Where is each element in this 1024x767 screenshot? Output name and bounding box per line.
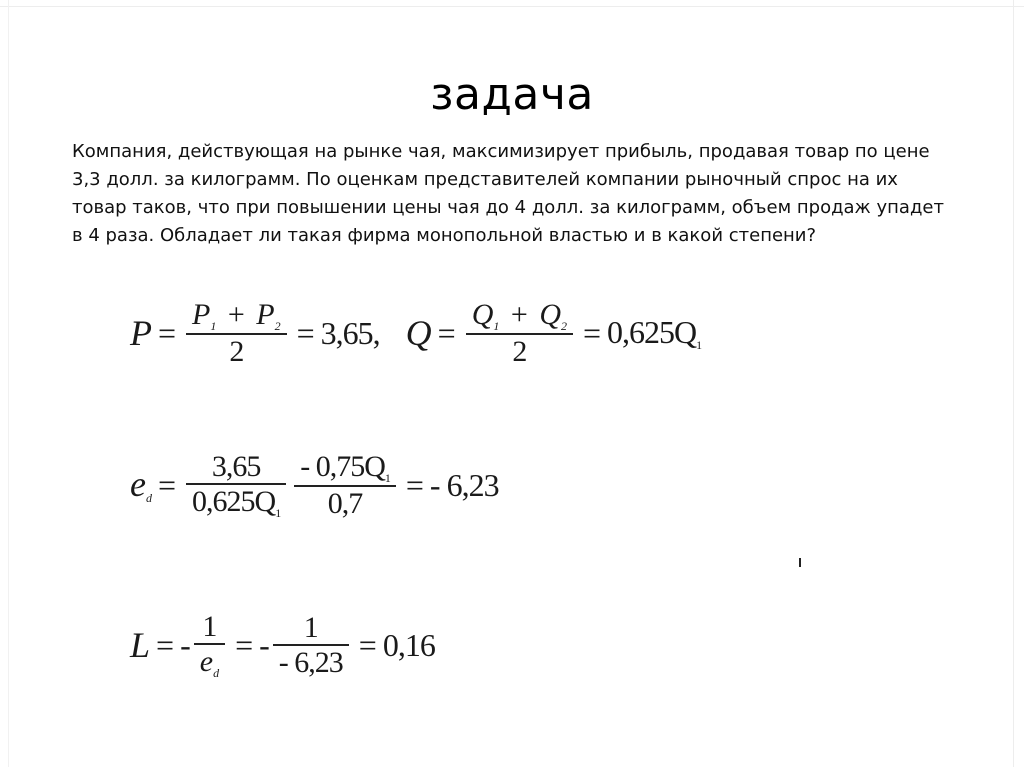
problem-statement: Компания, действующая на рынке чая, максимизирует прибыль, продавая товар по цене 3,3 долл. за килограмм. По оценкам представителей компании рыночный спрос на их товар таков, что при повышении цены чая до 4 долл. за килограмм, объем продаж упадет в 4 раза. Обладает ли такая фирма монопольной властью и в какой степени?	[72, 141, 944, 246]
quantity-symbol: Q	[405, 313, 432, 354]
equals-sign: =	[296, 315, 315, 352]
lerner-fraction-1	[194, 610, 225, 680]
elasticity-f2-denominator: 0,7	[327, 487, 363, 521]
slide-title: задача	[430, 69, 594, 120]
elasticity-result: - 6,23	[429, 467, 499, 504]
lerner-symbol: L	[130, 625, 151, 666]
stray-mark-icon	[796, 558, 804, 568]
equation-elasticity	[130, 450, 499, 520]
equation-price-quantity	[130, 298, 701, 368]
frame-line-top	[0, 6, 1024, 7]
formula-area	[130, 280, 810, 720]
equals-sign: =	[157, 467, 177, 504]
elasticity-fraction-1	[186, 450, 286, 520]
price-result: 3,65,	[320, 315, 380, 352]
elasticity-f2-numerator: - $0,75Q_1$	[300, 450, 390, 485]
elasticity-symbol: $e_d$	[130, 464, 152, 506]
quantity-numerator: $Q_1 + Q_2$	[471, 298, 567, 333]
price-fraction	[186, 298, 287, 368]
equals-sign: =	[358, 627, 377, 664]
minus-sign: -	[259, 627, 269, 664]
elasticity-f1-numerator: 3,65	[211, 450, 261, 483]
equals-sign: =	[156, 627, 175, 664]
lerner-f1-numerator: 1	[202, 610, 217, 643]
equals-sign: =	[235, 627, 254, 664]
quantity-denominator: 2	[512, 335, 527, 369]
equation-lerner-index	[130, 610, 435, 680]
equals-sign: =	[437, 315, 456, 352]
equals-sign: =	[158, 315, 177, 352]
quantity-result: $0,625Q_1$	[607, 313, 702, 352]
price-symbol: P	[130, 313, 152, 354]
quantity-fraction	[466, 298, 573, 368]
elasticity-fraction-2	[294, 450, 396, 520]
equals-sign: =	[405, 467, 424, 504]
equals-sign: =	[582, 315, 602, 352]
price-numerator: $P_1 + P_2$	[192, 298, 281, 333]
lerner-f2-numerator: 1	[303, 611, 318, 645]
elasticity-f1-denominator: $0,625Q_1$	[192, 485, 281, 520]
lerner-result: 0,16	[382, 627, 435, 664]
price-denominator: 2	[229, 335, 244, 369]
lerner-f1-denominator: $e_d$	[199, 645, 220, 680]
lerner-fraction-2	[273, 611, 349, 679]
lerner-f2-denominator: - 6,23	[278, 646, 343, 680]
minus-sign: -	[180, 627, 190, 664]
